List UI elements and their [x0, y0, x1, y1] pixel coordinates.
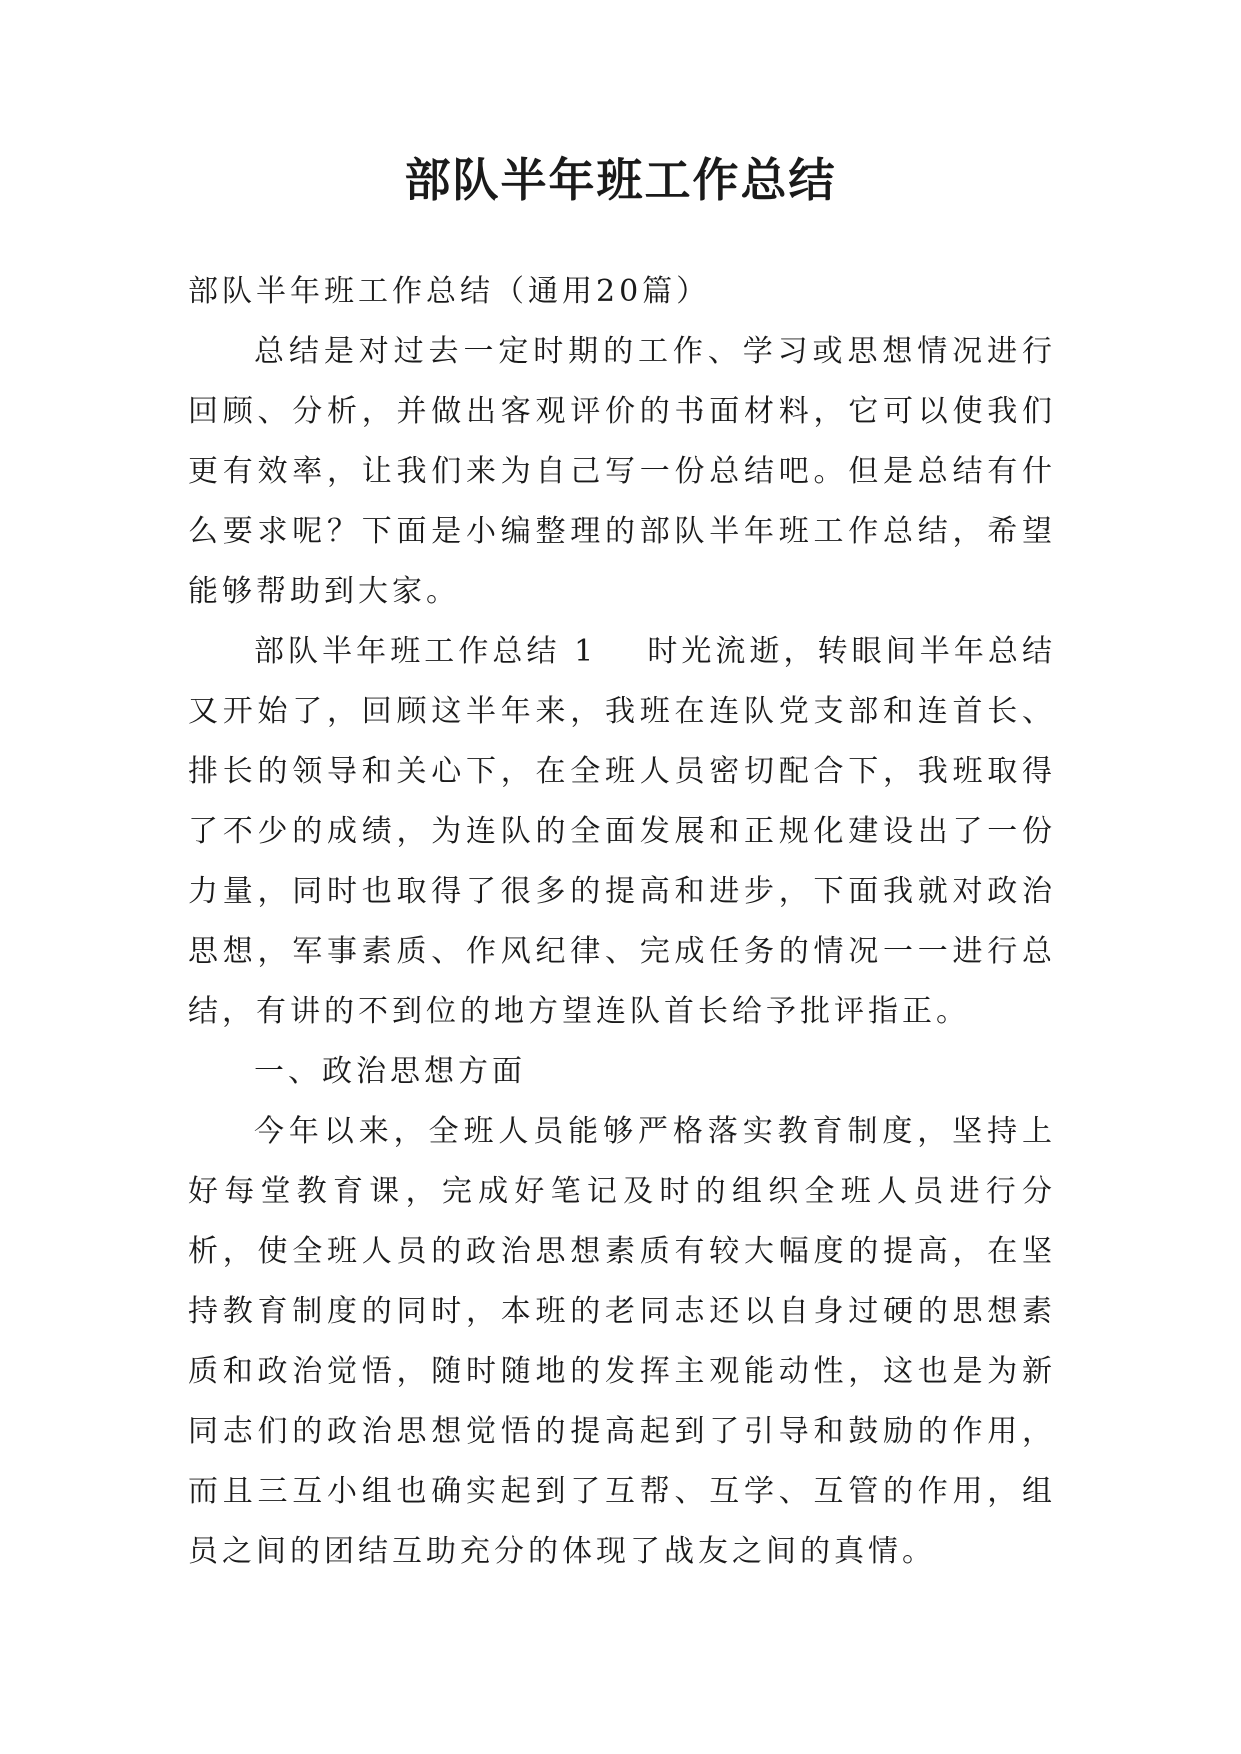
section-1-body: 时光流逝，转眼间半年总结又开始了，回顾这半年来，我班在连队党支部和连首长、排长的领导和关心下，在全班人员密切配合下，我班取得了不少的成绩，为连队的全面发展和正规化建设出了一份力量，同时也取得了很多的提高和进步，下面我就对政治思想，军事素质、作风纪律、完成任务的情况一一进行总结，有讲的不到位的地方望连队首长给予批评指正。: [188, 634, 1056, 1029]
document-title: 部队半年班工作总结: [404, 153, 837, 207]
document-subtitle: 部队半年班工作总结（通用20篇）: [188, 274, 711, 309]
section-1-paragraph: [188, 622, 1056, 1042]
document-body: [188, 262, 1056, 1582]
political-paragraph: 今年以来，全班人员能够严格落实教育制度，坚持上好每堂教育课，完成好笔记及时的组织全班人员进行分析，使全班人员的政治思想素质有较大幅度的提高，在坚持教育制度的同时，本班的老同志还以自身过硬的思想素质和政治觉悟，随时随地的发挥主观能动性，这也是为新同志们的政治思想觉悟的提高起到了引导和鼓励的作用，而且三互小组也确实起到了互帮、互学、互管的作用，组员之间的团结互助充分的体现了战友之间的真情。: [188, 1114, 1056, 1569]
subheading-political: 一、政治思想方面: [254, 1054, 526, 1089]
section-1-heading: 部队半年班工作总结 1: [254, 634, 598, 669]
intro-paragraph: 总结是对过去一定时期的工作、学习或思想情况进行回顾、分析，并做出客观评价的书面材料，它可以使我们更有效率，让我们来为自己写一份总结吧。但是总结有什么要求呢？下面是小编整理的部队半年班工作总结，希望能够帮助到大家。: [188, 334, 1056, 609]
